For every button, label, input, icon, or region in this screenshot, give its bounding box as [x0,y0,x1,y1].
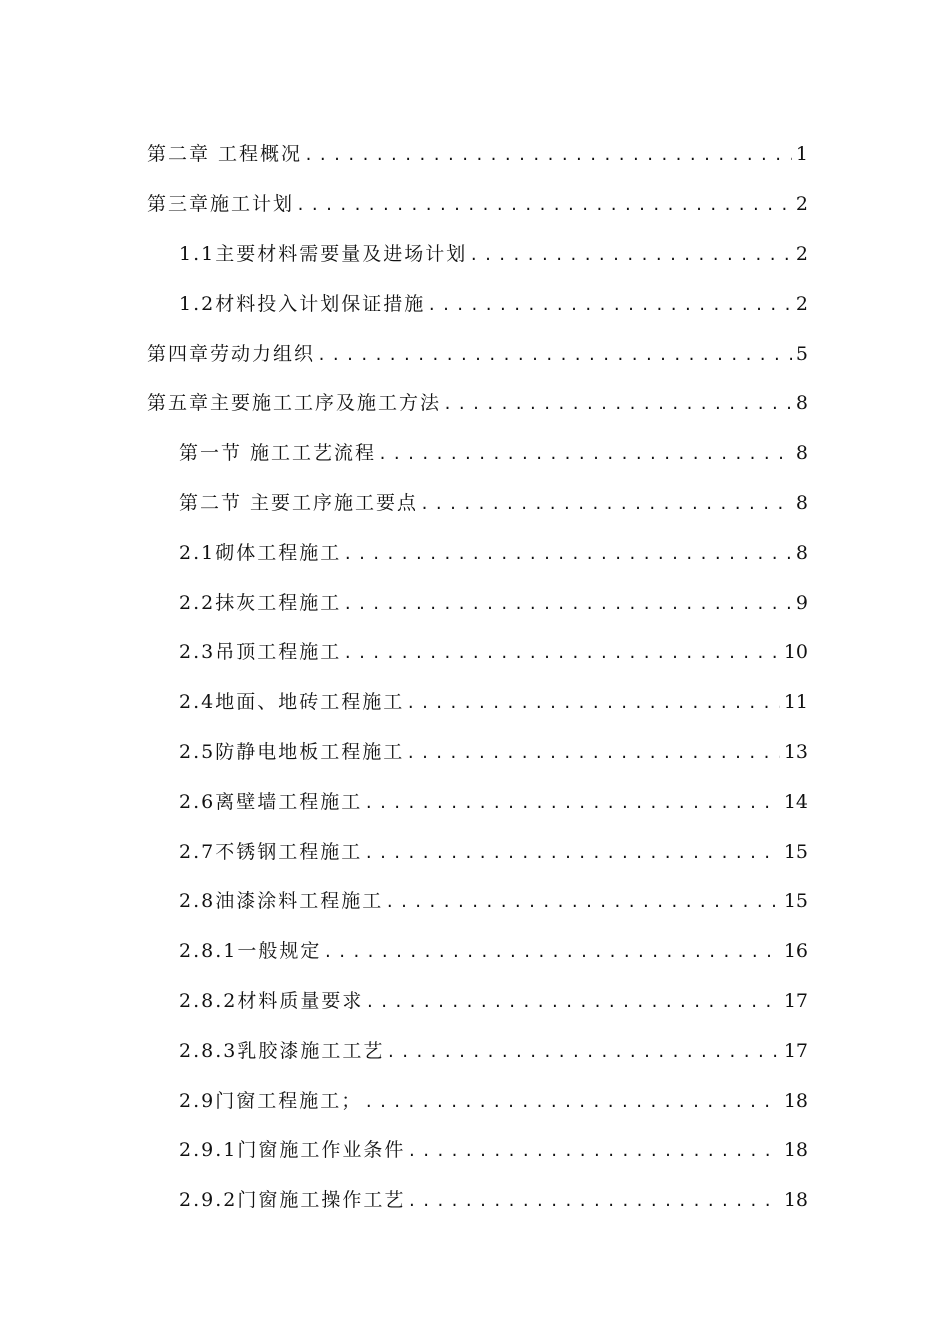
toc-entry[interactable] [0,178,950,228]
toc-entry[interactable] [0,377,950,427]
toc-dot-leader [406,744,780,762]
toc-dot-leader [407,1192,779,1210]
toc-dot-leader [296,196,792,214]
toc-entry-title: 2.1砌体工程施工 [179,541,342,564]
toc-dot-leader [304,146,792,164]
toc-dot-leader [317,346,792,364]
toc-page-number: 2 [795,193,808,216]
toc-page-number: 14 [783,790,808,813]
toc-page-number: 18 [783,1089,808,1112]
toc-entry-title: 1.1主要材料需要量及进场计划 [179,242,468,265]
toc-dot-leader [343,644,780,662]
toc-entry-title: 2.4地面、地砖工程施工 [179,691,405,714]
toc-dot-leader [385,893,780,911]
toc-entry[interactable] [0,775,950,825]
toc-entry[interactable] [0,526,950,576]
toc-dot-leader [386,1043,779,1061]
toc-entry-title: 2.5防静电地板工程施工 [179,740,405,763]
toc-entry[interactable] [0,825,950,875]
table-of-contents [0,128,950,1224]
toc-dot-leader [364,1093,780,1111]
toc-entry-title: 2.3吊顶工程施工 [179,641,342,664]
toc-page-number: 17 [783,1039,808,1062]
toc-entry-title: 第二节 主要工序施工要点 [179,491,419,514]
toc-entry[interactable] [0,1024,950,1074]
toc-page-number: 13 [783,740,808,763]
toc-page-number: 18 [783,1139,808,1162]
toc-entry-title: 1.2材料投入计划保证措施 [179,292,426,315]
toc-entry-title: 2.6离壁墙工程施工 [179,790,363,813]
toc-page-number: 9 [795,591,808,614]
toc-dot-leader [323,943,779,961]
toc-entry-title: 第一节 施工工艺流程 [179,442,377,465]
toc-entry-title: 2.8油漆涂料工程施工 [179,890,384,913]
toc-page-number: 2 [795,292,808,315]
toc-entry[interactable] [0,1174,950,1224]
toc-dot-leader [378,445,792,463]
toc-entry-title: 2.9.2门窗施工操作工艺 [179,1189,406,1212]
toc-dot-leader [407,1142,779,1160]
toc-entry[interactable] [0,726,950,776]
toc-entry-title: 2.9门窗工程施工； [179,1089,363,1112]
toc-dot-leader [343,545,792,563]
toc-dot-leader [420,495,792,513]
toc-entry-title: 2.2抹灰工程施工 [179,591,342,614]
toc-entry[interactable] [0,576,950,626]
toc-entry[interactable] [0,975,950,1025]
toc-entry[interactable] [0,676,950,726]
toc-dot-leader [406,694,780,712]
toc-page-number: 18 [783,1189,808,1212]
toc-entry[interactable] [0,626,950,676]
toc-dot-leader [469,246,792,264]
toc-page-number: 15 [783,890,808,913]
toc-dot-leader [364,844,780,862]
toc-entry[interactable] [0,1074,950,1124]
toc-entry-title: 第三章施工计划 [147,193,295,216]
toc-page-number: 2 [795,242,808,265]
toc-dot-leader [443,395,792,413]
toc-page-number: 16 [783,940,808,963]
toc-page-number: 1 [795,143,808,166]
toc-page-number: 10 [783,641,808,664]
toc-entry[interactable] [0,925,950,975]
toc-entry-title: 2.8.3乳胶漆施工工艺 [179,1039,385,1062]
toc-dot-leader [427,296,792,314]
toc-page-number: 15 [783,840,808,863]
toc-entry[interactable] [0,228,950,278]
toc-entry[interactable] [0,277,950,327]
toc-entry[interactable] [0,477,950,527]
toc-entry-title: 第四章劳动力组织 [147,342,316,365]
toc-page-number: 11 [783,691,808,714]
toc-entry[interactable] [0,875,950,925]
toc-page-number: 8 [795,442,808,465]
toc-entry[interactable] [0,128,950,178]
toc-entry-title: 2.7不锈钢工程施工 [179,840,363,863]
toc-entry-title: 2.8.1一般规定 [179,940,322,963]
toc-dot-leader [364,794,780,812]
toc-entry[interactable] [0,427,950,477]
toc-entry[interactable] [0,327,950,377]
toc-entry-title: 第五章主要施工工序及施工方法 [147,392,442,415]
toc-page-number: 17 [783,989,808,1012]
toc-dot-leader [365,993,779,1011]
toc-entry[interactable] [0,1124,950,1174]
toc-page-number: 5 [795,342,808,365]
toc-page-number: 8 [795,392,808,415]
toc-page-number: 8 [795,541,808,564]
toc-entry-title: 2.8.2材料质量要求 [179,989,364,1012]
toc-entry-title: 第二章 工程概况 [147,143,303,166]
toc-dot-leader [343,595,792,613]
toc-page-number: 8 [795,491,808,514]
toc-entry-title: 2.9.1门窗施工作业条件 [179,1139,406,1162]
